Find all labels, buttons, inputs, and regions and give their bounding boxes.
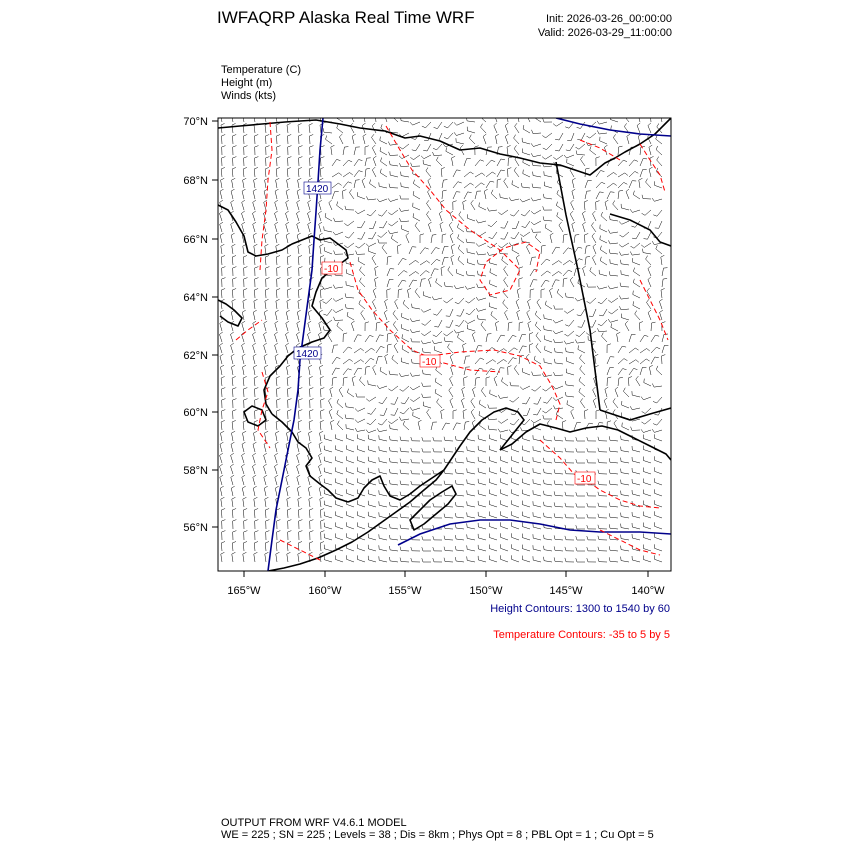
lon-label-150: 150°W [469,585,503,597]
lat-label-56: 56°N [183,522,208,534]
latitude-labels [183,116,208,534]
plot-frame [218,118,671,571]
latitude-ticks [212,121,218,527]
longitude-labels [227,585,665,597]
temp-contour-7 [540,440,660,508]
land-masses [218,118,671,571]
legend-winds: Winds (kts) [221,90,276,102]
yukon-boundary [556,162,600,410]
temp-contour-6 [430,350,560,420]
lon-label-165: 165°W [227,585,261,597]
seward-peninsula-coast [218,205,348,270]
lat-label-64: 64°N [183,292,208,304]
temp-contour-9 [640,144,665,192]
height-contour-south [398,520,671,545]
temp-label-1: -10 [324,264,339,275]
lat-label-70: 70°N [183,116,208,128]
height-contour-note: Height Contours: 1300 to 1540 by 60 [490,603,670,615]
legend-temperature: Temperature (C) [221,64,302,76]
temperature-contour-note: Temperature Contours: -35 to 5 by 5 [493,629,670,641]
temp-contour-11 [580,140,620,160]
lon-label-140: 140°W [631,585,665,597]
lat-label-68: 68°N [183,175,208,187]
bc-boundary [600,408,671,420]
canada-coast-east [610,214,671,246]
height-label-1: 1420 [306,184,329,195]
lon-label-155: 155°W [388,585,422,597]
temp-contour-8 [600,530,660,555]
height-label-2: 1420 [296,349,319,360]
temp-contour-1 [260,122,272,270]
lat-label-60: 60°N [183,407,208,419]
temperature-contours [236,122,668,560]
lon-label-145: 145°W [549,585,583,597]
init-time: Init: 2026-03-26_00:00:00 [546,13,672,25]
lat-label-58: 58°N [183,465,208,477]
lat-label-62: 62°N [183,350,208,362]
legend-height: Height (m) [221,77,273,89]
lat-label-66: 66°N [183,234,208,246]
yk-delta-coast [272,414,348,502]
map-title: IWFAQRP Alaska Real Time WRF [217,8,475,27]
lon-label-160: 160°W [308,585,342,597]
temp-contour-12 [280,540,320,560]
temp-label-2: -10 [422,357,437,368]
model-footer-line2: WE = 225 ; SN = 225 ; Levels = 38 ; Dis = 8km ; Phys Opt = 8 ; PBL Opt = 1 ; Cu Opt = 5 [221,829,654,841]
wind-barbs [220,112,669,562]
longitude-ticks [244,571,648,577]
temp-label-3: -10 [577,474,592,485]
model-footer-line1: OUTPUT FROM WRF V4.6.1 MODEL [221,817,407,829]
wind-barb-field [220,112,669,562]
temp-contour-4 [386,126,540,295]
valid-time: Valid: 2026-03-29_11:00:00 [537,27,672,39]
